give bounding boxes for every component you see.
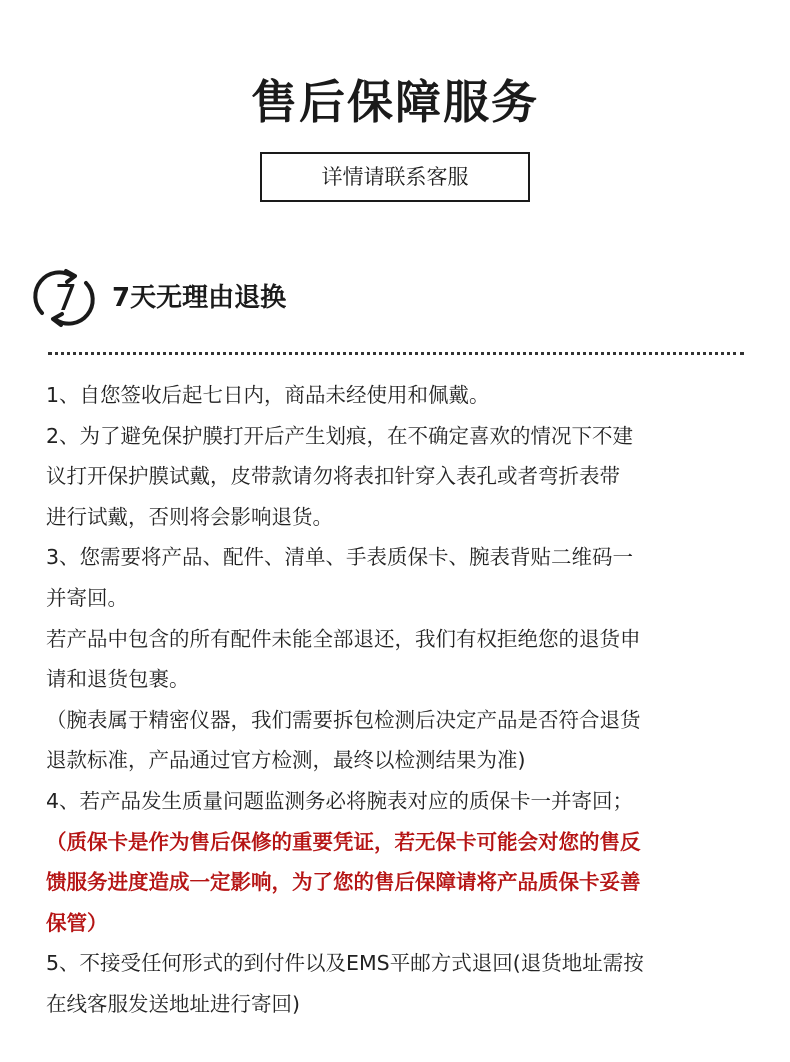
policy-line: 若产品中包含的所有配件未能全部退还，我们有权拒绝您的退货申 — [46, 626, 641, 651]
section-header — [30, 266, 730, 330]
policy-line: 3、您需要将产品、配件、清单、手表质保卡、腕表背贴二维码一 — [46, 545, 634, 570]
dotted-divider — [48, 352, 744, 355]
policy-line: 进行试戴，否则将会影响退货。 — [46, 504, 333, 529]
policy-line: 请和退货包裹。 — [46, 667, 190, 692]
warranty-card-notice: （质保卡是作为售后保修的重要凭证，若无保卡可能会对您的售反 — [46, 829, 641, 854]
policy-line: 1、自您签收后起七日内，商品未经使用和佩戴。 — [46, 383, 490, 407]
policy-line: 并寄回。 — [46, 585, 128, 610]
policy-line: 议打开保护膜试戴，皮带款请勿将表扣针穿入表孔或者弯折表带 — [46, 464, 620, 489]
warranty-card-notice: 保管） — [46, 910, 108, 935]
seven-day-return-icon — [30, 266, 98, 330]
page-title: 售后保障服务 — [251, 75, 539, 129]
policy-line: 4、若产品发生质量问题监测务必将腕表对应的质保卡一并寄回； — [46, 788, 634, 813]
policy-line: 退款标准，产品通过官方检测，最终以检测结果为准) — [46, 748, 526, 773]
warranty-card-notice: 馈服务进度造成一定影响，为了您的售后保障请将产品质保卡妥善 — [46, 870, 641, 895]
policy-text — [46, 375, 746, 1025]
policy-line: 2、为了避免保护膜打开后产生划痕，在不确定喜欢的情况下不建 — [46, 423, 634, 448]
seven-icon-number: 7 — [54, 278, 78, 319]
policy-line: 在线客服发送地址进行寄回) — [46, 991, 300, 1016]
policy-line: 5、不接受任何形式的到付件以及EMS平邮方式退回(退货地址需按 — [46, 951, 644, 976]
contact-customer-service-button[interactable]: 详情请联系客服 — [260, 152, 530, 202]
section-title: 7天无理由退换 — [112, 283, 287, 313]
policy-line: （腕表属于精密仪器，我们需要拆包检测后决定产品是否符合退货 — [46, 707, 641, 732]
